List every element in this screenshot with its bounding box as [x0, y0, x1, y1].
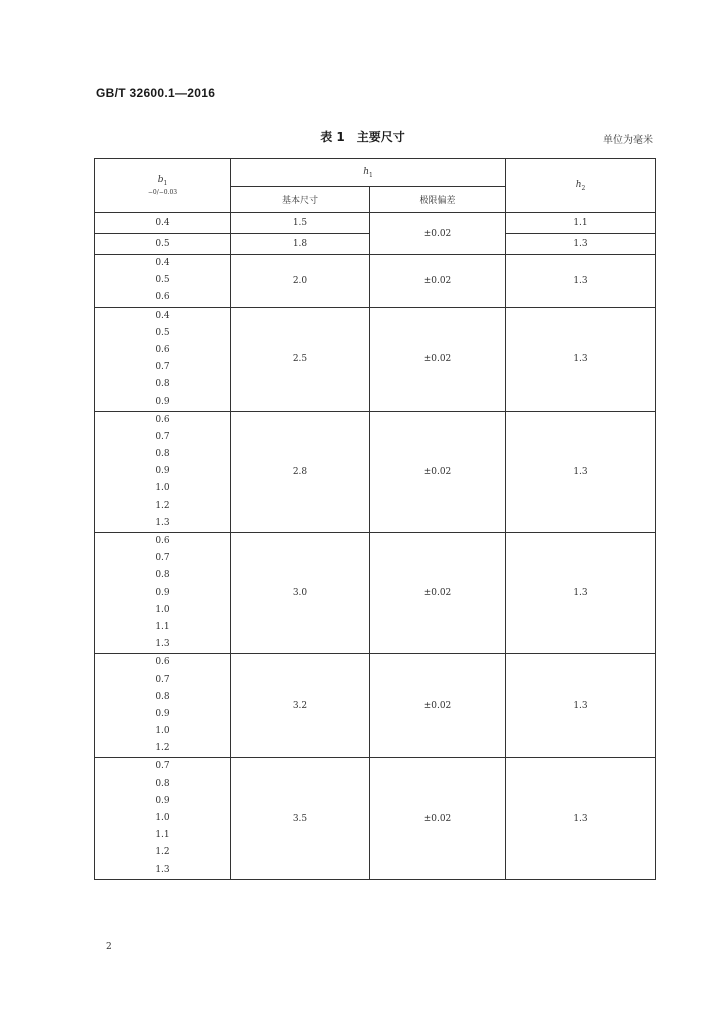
dimensions-table — [94, 158, 656, 880]
b1-value: 1.3 — [155, 517, 170, 528]
b1-values-cell — [95, 255, 231, 308]
b1-value: 0.6 — [155, 292, 170, 303]
h1-deviation-cell: ±0.02 — [370, 533, 506, 654]
b1-value: 0.6 — [155, 657, 170, 668]
h1-basic-cell: 2.8 — [231, 411, 370, 532]
h1-deviation-cell: ±0.02 — [370, 758, 506, 879]
h1-basic-cell: 1.5 — [231, 213, 370, 234]
b1-value: 1.0 — [155, 604, 170, 615]
b1-value: 1.0 — [155, 726, 170, 737]
b1-value: 0.9 — [155, 795, 170, 806]
h1-deviation-cell: ±0.02 — [370, 307, 506, 411]
b1-value: 1.0 — [155, 483, 170, 494]
h1-basic-cell: 1.8 — [231, 234, 370, 255]
b1-value: 1.1 — [155, 830, 170, 841]
b1-value: 0.7 — [155, 553, 170, 564]
h1-basic-cell: 3.5 — [231, 758, 370, 879]
b1-value: 0.4 — [155, 258, 170, 268]
b1-tolerance: −0/−0.03 — [147, 189, 178, 197]
b1-value: 1.3 — [155, 639, 170, 650]
h2-cell: 1.3 — [506, 307, 656, 411]
b1-cell: 0.4 — [95, 213, 231, 234]
h1-deviation-cell: ±0.02 — [370, 213, 506, 255]
h2-cell: 1.3 — [506, 411, 656, 532]
header-h2: $h_2$ — [506, 159, 656, 213]
b1-value: 1.1 — [155, 621, 170, 632]
b1-value: 0.9 — [155, 587, 170, 598]
b1-values-cell — [95, 654, 231, 758]
b1-value: 0.4 — [155, 310, 170, 321]
h2-cell: 1.3 — [506, 654, 656, 758]
b1-value: 1.2 — [155, 500, 170, 511]
header-h1-basic: 基本尺寸 — [231, 187, 370, 213]
table-row-group — [95, 654, 656, 758]
b1-value: 1.0 — [155, 813, 170, 823]
b1-value: 1.3 — [155, 864, 170, 875]
b1-values-cell — [95, 533, 231, 654]
h1-deviation-cell: ±0.02 — [370, 255, 506, 308]
header-h1: $h_1$ — [231, 159, 506, 187]
unit-note: 单位为毫米 — [603, 135, 653, 146]
b1-cell: 0.5 — [95, 234, 231, 255]
h1-basic-cell: 2.0 — [231, 255, 370, 308]
page-number: 2 — [106, 942, 112, 952]
b1-value: 0.8 — [155, 778, 170, 789]
b1-value: 0.5 — [155, 327, 170, 338]
b1-value: 0.8 — [155, 691, 170, 702]
standard-code: GB/T 32600.1—2016 — [96, 86, 216, 100]
table-row-group — [95, 758, 656, 879]
h2-cell: 1.3 — [506, 255, 656, 308]
table-row-group — [95, 533, 656, 654]
table-row — [95, 213, 656, 234]
b1-values-cell — [95, 307, 231, 411]
b1-value: 0.9 — [155, 708, 170, 719]
b1-value: 0.7 — [155, 674, 170, 685]
h1-basic-cell: 3.0 — [231, 533, 370, 654]
header-b1: $b_1$ −0/−0.03 — [95, 159, 231, 213]
b1-value: 0.6 — [155, 536, 170, 546]
table-row-group — [95, 411, 656, 532]
b1-value: 0.7 — [155, 362, 170, 373]
header-h1-limit: 极限偏差 — [370, 187, 506, 213]
h1-basic-cell: 3.2 — [231, 654, 370, 758]
h2-cell: 1.1 — [506, 213, 656, 234]
b1-value: 0.8 — [155, 449, 170, 460]
b1-value: 1.2 — [155, 847, 170, 858]
h2-cell: 1.3 — [506, 234, 656, 255]
b1-value: 0.7 — [155, 431, 170, 442]
h2-cell: 1.3 — [506, 758, 656, 879]
table-row-group — [95, 255, 656, 308]
h1-basic-cell: 2.5 — [231, 307, 370, 411]
b1-values-cell — [95, 758, 231, 879]
b1-value: 0.6 — [155, 344, 170, 355]
b1-value: 0.8 — [155, 379, 170, 390]
b1-value: 0.8 — [155, 570, 170, 581]
table-title: 表 1 主要尺寸 — [320, 130, 405, 144]
b1-value: 0.6 — [155, 414, 170, 425]
table-row-group — [95, 307, 656, 411]
h1-deviation-cell: ±0.02 — [370, 411, 506, 532]
h1-deviation-cell: ±0.02 — [370, 654, 506, 758]
b1-value: 0.7 — [155, 761, 170, 772]
b1-values-cell — [95, 411, 231, 532]
b1-value: 1.2 — [155, 743, 170, 754]
b1-value: 0.9 — [155, 466, 170, 477]
header-row-top — [95, 159, 656, 187]
h2-cell: 1.3 — [506, 533, 656, 654]
b1-value: 0.5 — [155, 275, 170, 286]
b1-value: 0.9 — [155, 396, 170, 407]
